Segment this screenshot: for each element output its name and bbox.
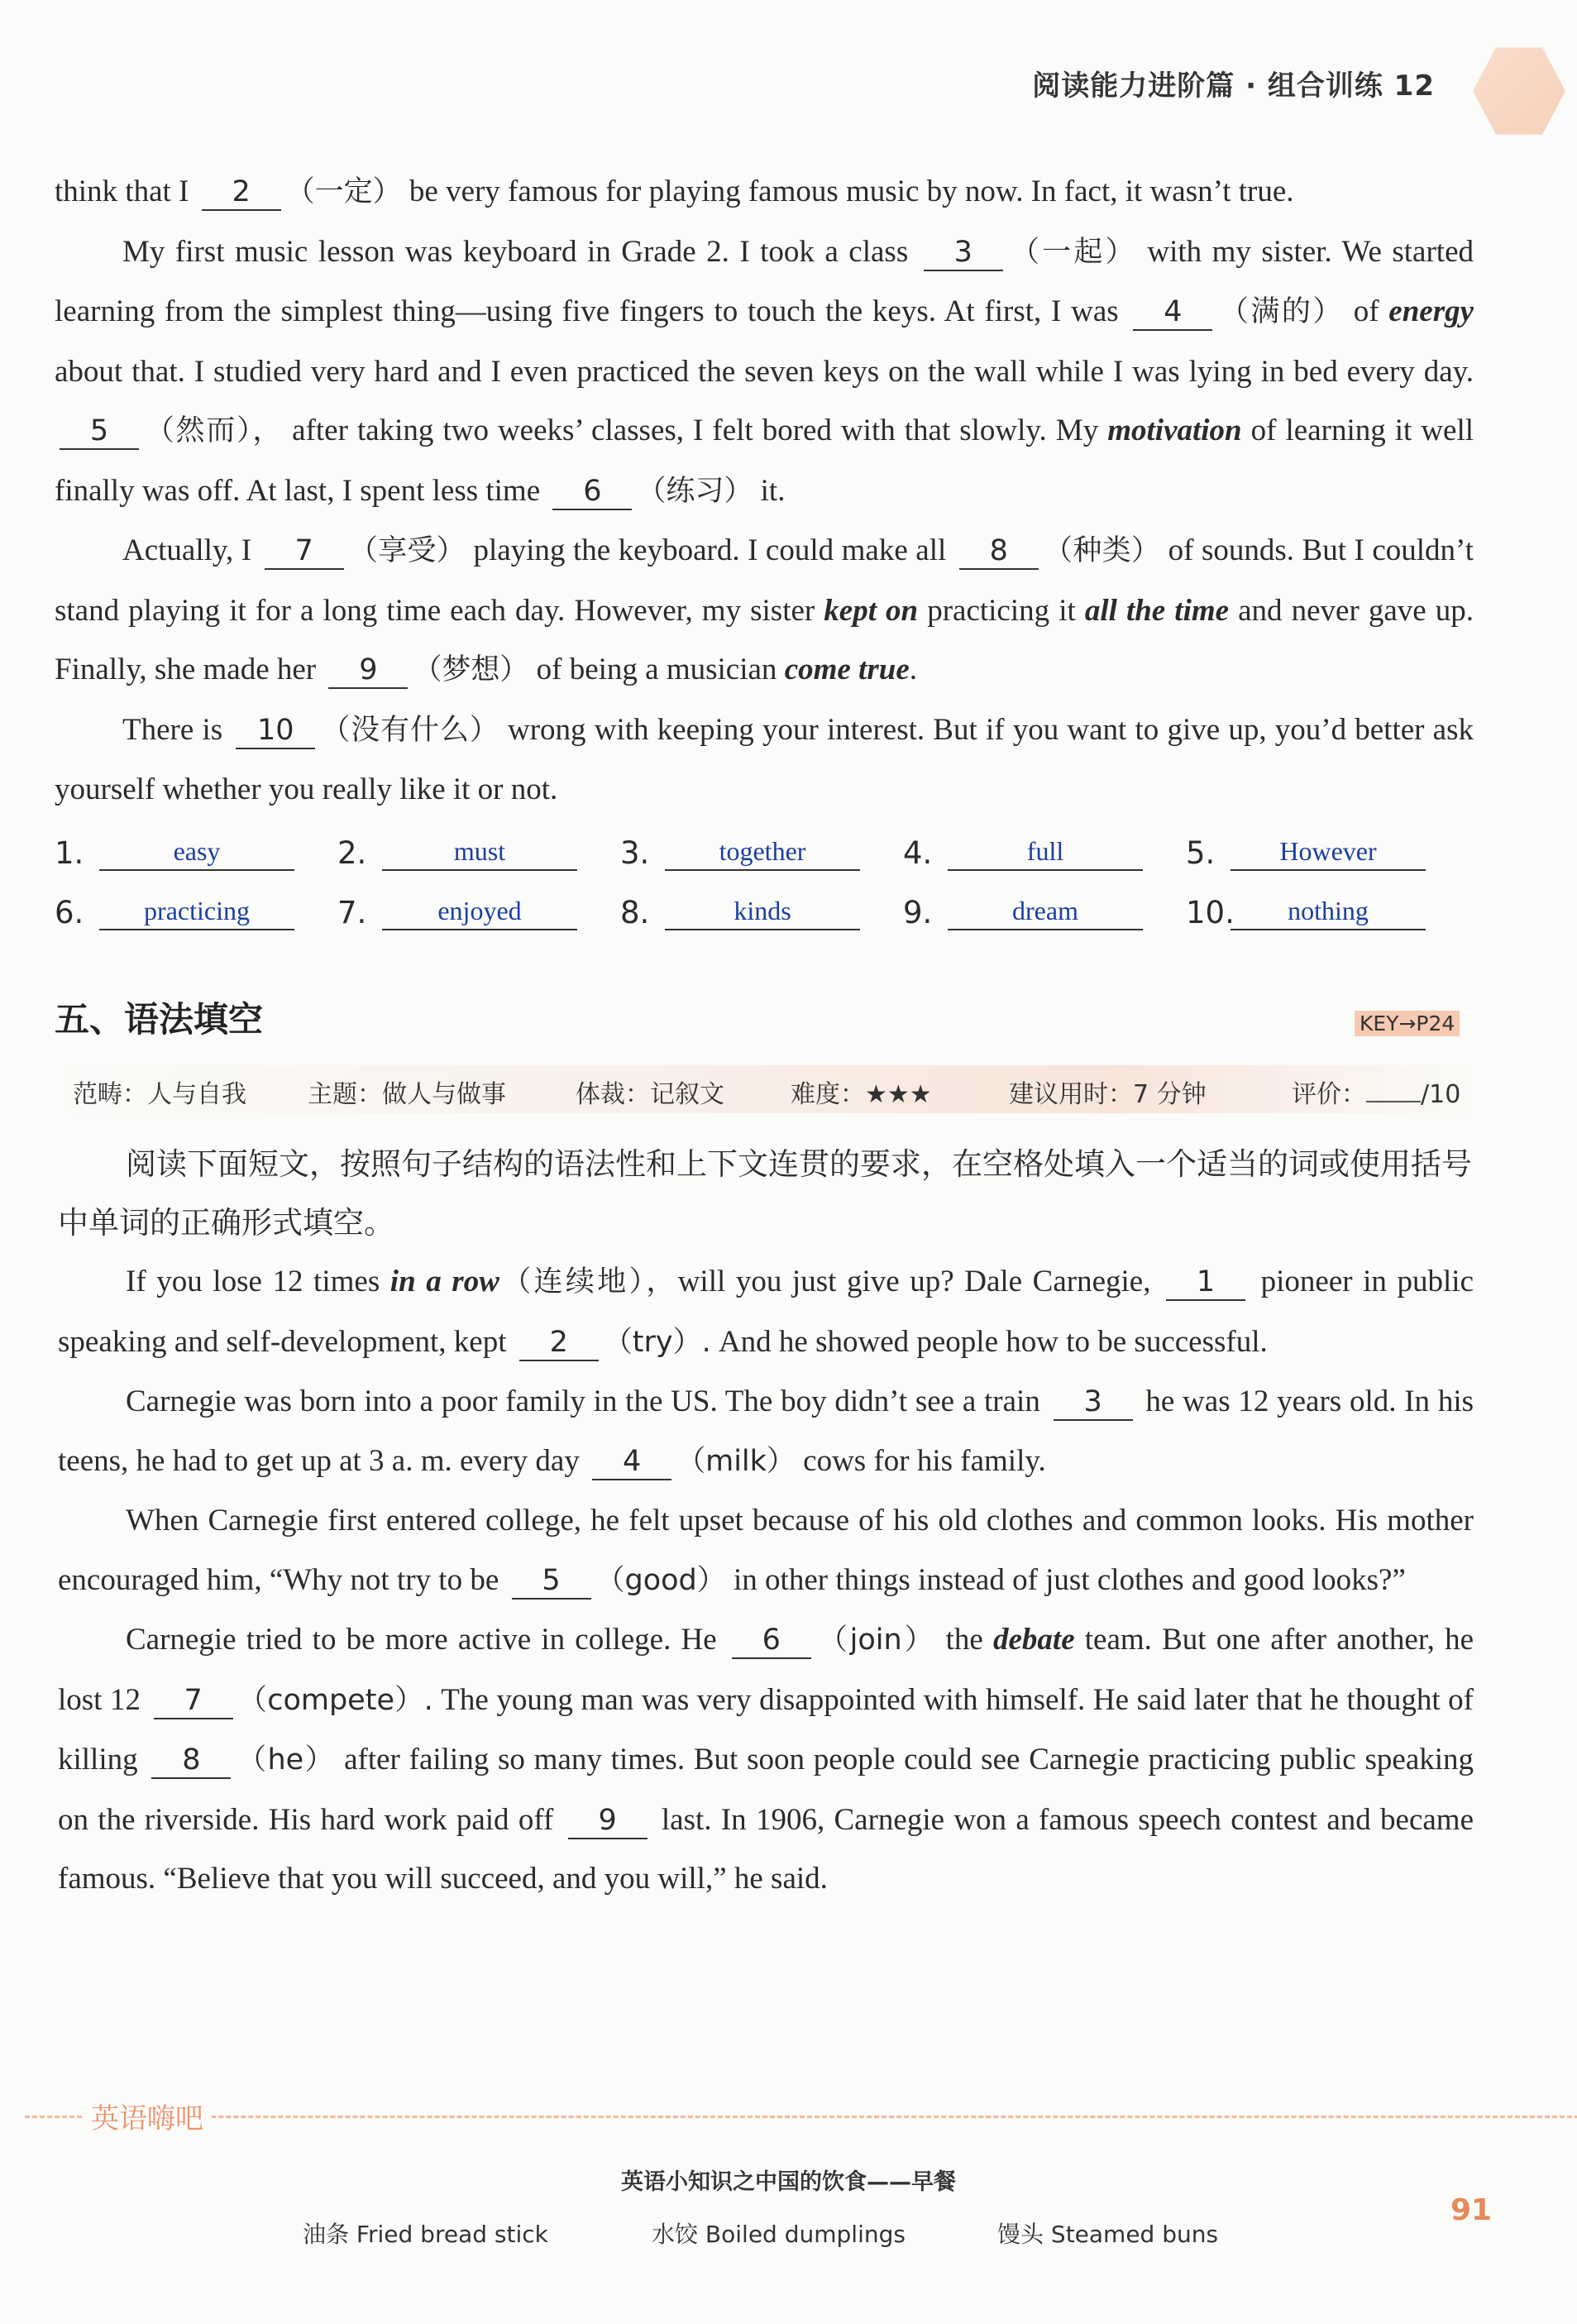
hint: （然而）， bbox=[144, 414, 284, 447]
meta-time: 建议用时：7 分钟 bbox=[1009, 1080, 1207, 1109]
answer-number: 1. bbox=[55, 834, 84, 871]
section-title: 五、语法填空 bbox=[55, 999, 264, 1040]
keyword: all the time bbox=[1084, 593, 1230, 628]
answer-number: 8. bbox=[620, 894, 650, 930]
hint: （梦想） bbox=[413, 653, 529, 686]
text: And he showed people how to be successful. bbox=[718, 1324, 1268, 1359]
text: think that I bbox=[55, 175, 189, 208]
answer-10 bbox=[1186, 892, 1426, 930]
answer-number: 4. bbox=[903, 834, 933, 871]
g-blank-7: 7 bbox=[154, 1683, 233, 1719]
text: of learning it well finally was off. At last, I spent less time bbox=[55, 414, 1474, 508]
text: of sounds. But I couldn’t stand playing it for a long time each day. However, my sister bbox=[55, 533, 1474, 628]
answer-value: easy bbox=[99, 833, 294, 871]
g-paragraph-4 bbox=[58, 1610, 1474, 1909]
tip-cn: 馒头 bbox=[997, 2221, 1044, 2248]
text: The young man was very disappointed with himself. He said later that he thought of killing bbox=[58, 1682, 1474, 1776]
keyword: debate bbox=[993, 1623, 1075, 1657]
footer-divider bbox=[25, 2116, 1577, 2118]
answer-6 bbox=[55, 892, 294, 930]
paragraph-4 bbox=[55, 701, 1474, 820]
text: in other things instead of just clothes and good looks?” bbox=[734, 1562, 1406, 1597]
tip-en: Boiled dumplings bbox=[705, 2221, 906, 2248]
answer-value: enjoyed bbox=[382, 892, 577, 930]
hint: （种类） bbox=[1043, 534, 1161, 567]
answer-2 bbox=[337, 833, 577, 871]
reading-passage bbox=[55, 162, 1474, 952]
g-blank-8: 8 bbox=[151, 1743, 231, 1779]
text: cows for his family. bbox=[803, 1443, 1046, 1478]
answer-number: 5. bbox=[1186, 834, 1216, 871]
answer-3 bbox=[620, 833, 860, 871]
hint: （milk） bbox=[676, 1444, 796, 1478]
text: the bbox=[945, 1623, 983, 1657]
answer-value: However bbox=[1231, 833, 1426, 871]
keyword: in a row bbox=[389, 1265, 499, 1298]
text: of bbox=[1353, 294, 1379, 328]
g-paragraph-1 bbox=[58, 1252, 1474, 1372]
hint: （compete）. bbox=[237, 1683, 433, 1717]
g-paragraph-2 bbox=[58, 1372, 1474, 1491]
text: Actually, I bbox=[122, 533, 252, 567]
answer-number: 2. bbox=[337, 834, 367, 871]
hint: （good） bbox=[595, 1563, 726, 1597]
page-number: 91 bbox=[1450, 2193, 1493, 2227]
g-blank-3: 3 bbox=[1054, 1384, 1133, 1421]
header-hexagon-decoration bbox=[1473, 45, 1565, 137]
score-blank bbox=[1366, 1079, 1421, 1102]
keyword: energy bbox=[1388, 294, 1474, 328]
g-blank-4: 4 bbox=[592, 1444, 671, 1480]
text: playing the keyboard. I could make all bbox=[473, 533, 947, 567]
g-paragraph-3 bbox=[58, 1491, 1474, 1610]
text: My first music lesson was keyboard in Grade 2. I took a class bbox=[122, 234, 909, 269]
page-header-title: 阅读能力进阶篇 · 组合训练 12 bbox=[1032, 69, 1435, 103]
tip-en: Fried bread stick bbox=[356, 2221, 548, 2248]
answer-number: 7. bbox=[337, 894, 367, 930]
text: after failing so many times. But soon people could see Carnegie practicing public speaking on the riverside. His hard work paid off bbox=[58, 1743, 1474, 1837]
meta-difficulty: 难度：★★★ bbox=[791, 1080, 932, 1109]
footer-tab: 英语嗨吧 bbox=[83, 2096, 212, 2136]
answer-value: practicing bbox=[99, 892, 294, 930]
answer-7 bbox=[337, 892, 577, 930]
text: team. But one after another, he lost 12 bbox=[58, 1623, 1474, 1717]
text: last. In 1906, Carnegie won a famous speech contest and became famous. “Believe that you will succeed, and you will,” he said. bbox=[58, 1802, 1474, 1896]
tip-item-2 bbox=[652, 2216, 906, 2250]
blank-10: 10 bbox=[236, 713, 315, 749]
text: he was 12 years old. In his teens, he had to get up at 3 a. m. every day bbox=[58, 1384, 1474, 1478]
hint: （享受） bbox=[348, 534, 466, 567]
g-blank-9: 9 bbox=[568, 1803, 648, 1839]
answer-9 bbox=[903, 892, 1143, 930]
tip-item-3 bbox=[997, 2216, 1218, 2250]
answer-5 bbox=[1186, 833, 1426, 871]
grammar-passage bbox=[58, 1135, 1474, 1909]
blank-4: 4 bbox=[1133, 294, 1212, 331]
hint: （没有什么） bbox=[320, 713, 499, 747]
hint: （练习） bbox=[637, 474, 753, 508]
text: and never gave up. Finally, she made her bbox=[55, 593, 1474, 686]
text: it. bbox=[760, 473, 786, 508]
answer-value: must bbox=[382, 833, 577, 871]
tip-en: Steamed buns bbox=[1050, 2221, 1219, 2248]
answer-number: 6. bbox=[55, 894, 84, 930]
score-label: 评价： bbox=[1292, 1080, 1366, 1109]
tip-item-1 bbox=[303, 2216, 548, 2250]
blank-6: 6 bbox=[552, 474, 632, 510]
text: with my sister. We started learning from the simplest thing—using five fingers to touch the keys. At first, I was bbox=[55, 234, 1474, 328]
hint: （he） bbox=[236, 1743, 336, 1776]
blank-3: 3 bbox=[924, 235, 1003, 271]
answer-value: full bbox=[948, 833, 1143, 871]
blank-9: 9 bbox=[328, 653, 408, 689]
answer-1 bbox=[55, 833, 294, 871]
paragraph-3 bbox=[55, 521, 1474, 701]
text: after taking two weeks’ classes, I felt bored with that slowly. My bbox=[292, 414, 1099, 447]
text: pioneer in public speaking and self-development, kept bbox=[58, 1265, 1474, 1359]
g-blank-5: 5 bbox=[512, 1563, 591, 1600]
g-blank-1: 1 bbox=[1166, 1265, 1245, 1301]
answer-4 bbox=[903, 833, 1143, 871]
text: of being a musician bbox=[536, 653, 777, 686]
paragraph-2 bbox=[55, 222, 1474, 522]
hint: （join） bbox=[815, 1623, 936, 1657]
answer-value: nothing bbox=[1231, 892, 1426, 930]
blank-5: 5 bbox=[60, 414, 139, 450]
answer-grid bbox=[55, 826, 1474, 952]
meta-theme: 主题：做人与做事 bbox=[308, 1080, 506, 1109]
hint: （一起） bbox=[1007, 235, 1137, 269]
answer-number: 10. bbox=[1186, 894, 1235, 930]
paragraph-1 bbox=[55, 162, 1474, 222]
tip-cn: 水饺 bbox=[652, 2221, 699, 2248]
text: wrong with keeping your interest. But if you want to give up, you’d better ask yourself whether you really like it or not. bbox=[55, 712, 1474, 806]
text: be very famous for playing famous music by now. In fact, it wasn’t true. bbox=[409, 175, 1294, 208]
tip-title: 英语小知识之中国的饮食——早餐 bbox=[621, 2169, 956, 2195]
text: When Carnegie first entered college, he felt upset because of his old clothes and common looks. His mother encouraged him, “Why not try to be bbox=[58, 1504, 1474, 1597]
text: Carnegie was born into a poor family in the US. The boy didn’t see a train bbox=[126, 1384, 1040, 1418]
meta-genre: 体裁：记叙文 bbox=[576, 1080, 724, 1109]
text: practicing it bbox=[927, 593, 1076, 628]
blank-8: 8 bbox=[959, 533, 1039, 570]
hint: （一定） bbox=[285, 175, 402, 208]
exercise-meta-bar bbox=[55, 1065, 1474, 1113]
answer-number: 9. bbox=[903, 894, 933, 930]
text: If you lose 12 times bbox=[126, 1265, 380, 1298]
answer-value: together bbox=[665, 833, 860, 871]
tip-cn: 油条 bbox=[303, 2221, 350, 2248]
keyword: come true bbox=[784, 653, 910, 686]
text: . bbox=[909, 653, 917, 686]
meta-category: 范畴：人与自我 bbox=[73, 1080, 246, 1109]
score-total: /10 bbox=[1421, 1080, 1461, 1109]
answer-8 bbox=[620, 892, 860, 930]
blank-7: 7 bbox=[265, 533, 344, 570]
hint: （try）. bbox=[603, 1325, 711, 1359]
meta-score bbox=[1292, 1074, 1460, 1110]
text: will you just give up? Dale Carnegie, bbox=[677, 1265, 1151, 1298]
answer-value: dream bbox=[948, 892, 1143, 930]
blank-2: 2 bbox=[202, 175, 281, 211]
text: There is bbox=[122, 712, 223, 747]
text: about that. I studied very hard and I even practiced the seven keys on the wall while I was lying in bed every day. bbox=[55, 354, 1474, 389]
answer-value: kinds bbox=[665, 892, 860, 930]
answer-number: 3. bbox=[620, 834, 650, 871]
instruction: 阅读下面短文，按照句子结构的语法性和上下文连贯的要求，在空格处填入一个适当的词或使用括号中单词的正确形式填空。 bbox=[58, 1146, 1472, 1241]
answer-key-tag: KEY→P24 bbox=[1355, 1011, 1460, 1036]
hint: （满的） bbox=[1217, 295, 1344, 328]
g-blank-6: 6 bbox=[732, 1623, 811, 1659]
hint: （连续地）， bbox=[499, 1265, 678, 1298]
keyword: motivation bbox=[1107, 414, 1242, 447]
keyword: kept on bbox=[824, 593, 919, 628]
text: Carnegie tried to be more active in college. He bbox=[126, 1623, 717, 1657]
g-blank-2: 2 bbox=[519, 1325, 599, 1361]
